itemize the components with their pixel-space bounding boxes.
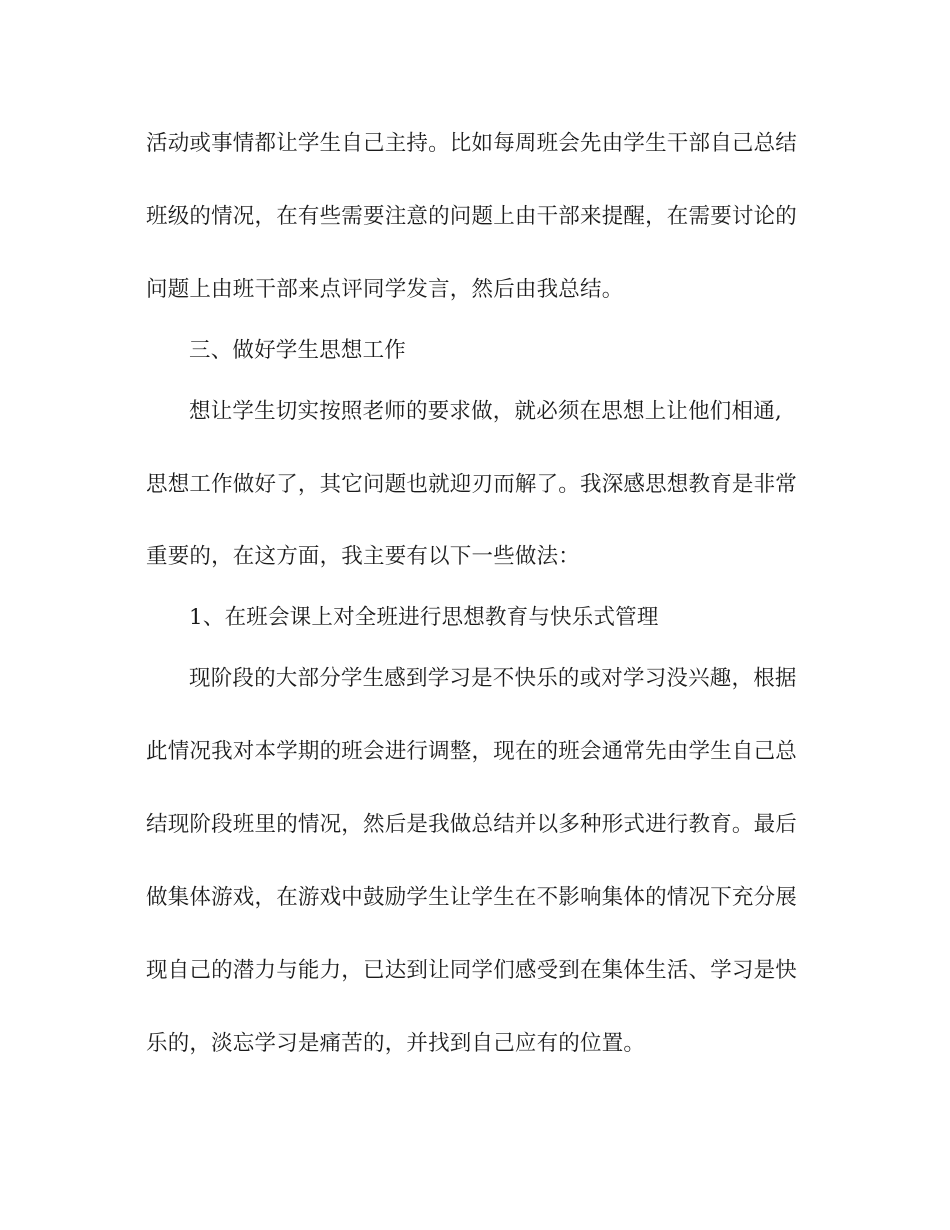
subsection-heading: 1、在班会课上对全班进行思想教育与快乐式管理 xyxy=(189,605,659,630)
paragraph-line: 做集体游戏，在游戏中鼓励学生让学生在不影响集体的情况下充分展 xyxy=(146,885,798,910)
paragraph-line: 想让学生切实按照老师的要求做，就必须在思想上让他们相通, xyxy=(189,399,782,424)
paragraph-line: 乐的，淡忘学习是痛苦的，并找到自己应有的位置。 xyxy=(146,1031,646,1056)
paragraph-line: 思想工作做好了，其它问题也就迎刃而解了。我深感思想教育是非常 xyxy=(146,472,798,497)
paragraph-line: 班级的情况，在有些需要注意的问题上由干部来提醒，在需要讨论的 xyxy=(146,204,798,229)
section-heading: 三、做好学生思想工作 xyxy=(189,338,407,363)
paragraph-line: 重要的，在这方面，我主要有以下一些做法： xyxy=(146,544,581,569)
paragraph-line: 现自己的潜力与能力，已达到让同学们感受到在集体生活、学习是快 xyxy=(146,958,798,983)
paragraph-line: 此情况我对本学期的班会进行调整，现在的班会通常先由学生自己总 xyxy=(146,739,798,764)
paragraph-line: 问题上由班干部来点评同学发言，然后由我总结。 xyxy=(146,277,624,302)
paragraph-line: 活动或事情都让学生自己主持。比如每周班会先由学生干部自己总结 xyxy=(146,131,798,156)
paragraph-line: 现阶段的大部分学生感到学习是不快乐的或对学习没兴趣，根据 xyxy=(189,666,797,691)
paragraph-line: 结现阶段班里的情况，然后是我做总结并以多种形式进行教育。最后 xyxy=(146,812,798,837)
